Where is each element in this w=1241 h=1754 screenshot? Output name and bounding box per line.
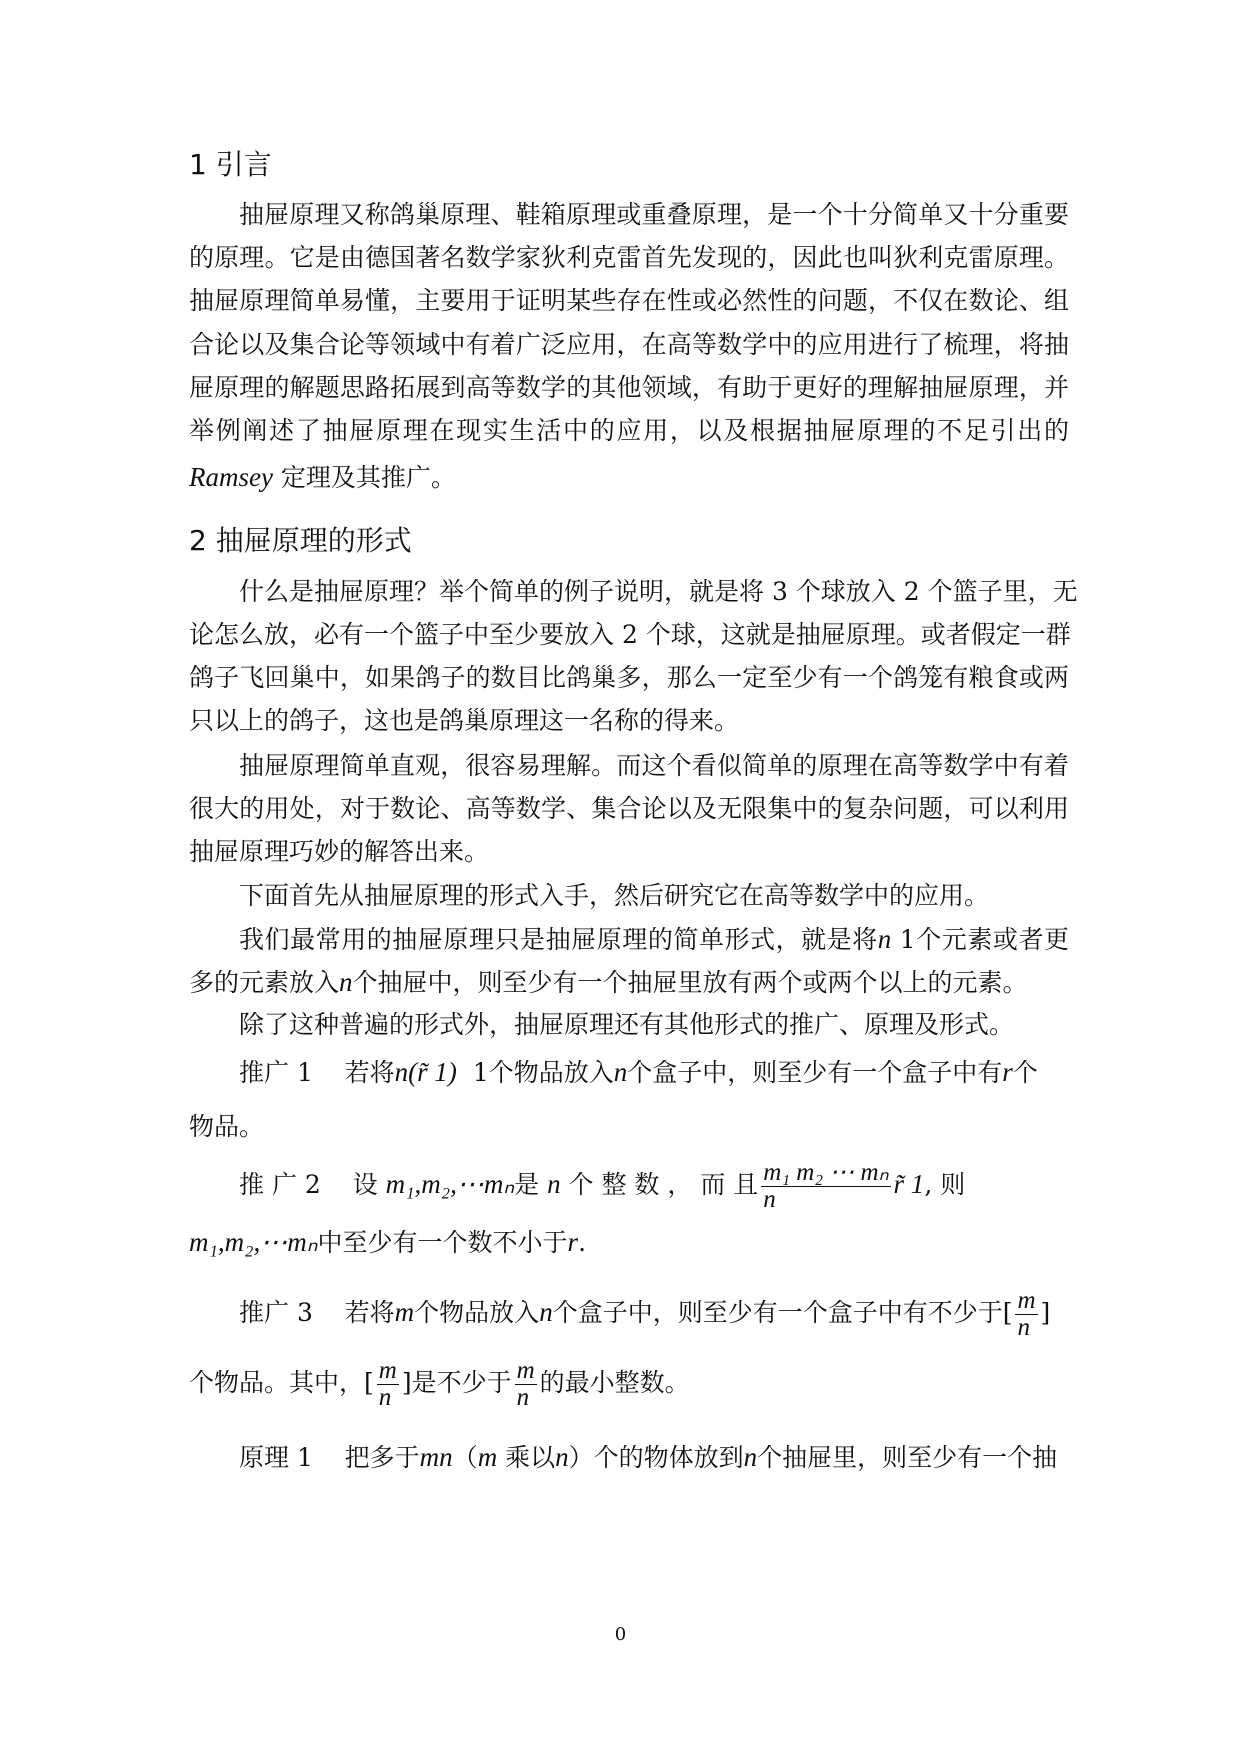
text-span: 是 [514, 1170, 540, 1199]
math-var: n [555, 1442, 569, 1472]
text-span: 个盒子中，则至少有一个盒子中有 [627, 1058, 1003, 1087]
math-var: n [339, 967, 353, 997]
math-var: m [477, 1442, 498, 1472]
math-var: mn [419, 1442, 453, 1472]
text-span: . [578, 1228, 587, 1257]
text-span: 若将 [344, 1298, 395, 1327]
math-var: m [394, 1297, 415, 1327]
paragraph-line: 抽屉原理又称鸽巢原理、鞋箱原理或重叠原理，是一个十分简单又十分重要 [239, 200, 1069, 229]
math-var: r [567, 1227, 579, 1257]
section-2-heading: 2 抽屉原理的形式 [189, 524, 412, 557]
math-var: n [877, 924, 892, 954]
text-span: 个抽屉中，则至少有一个抽屉里放有两个或两个以上的元素。 [352, 968, 1028, 997]
paragraph-line: 鸽子飞回巢中，如果鸽子的数目比鸽巢多，那么一定至少有一个鸽笼有粮食或两 [189, 663, 1069, 692]
paragraph-line [239, 922, 1069, 957]
text-span: ）个的物体放到 [568, 1443, 744, 1472]
text-span: 1个元素或者更 [891, 925, 1069, 954]
text-span: 我们最常用的抽屉原理只是抽屉原理的简单形式，就是将 [239, 925, 878, 954]
paragraph-line: 举例阐述了抽屉原理在现实生活中的应用，以及根据抽屉原理的不足引出的 [189, 416, 1069, 445]
text-span: ]是不少于 [401, 1368, 512, 1397]
corollary-label: 推广 1 [239, 1058, 313, 1087]
fraction [377, 1358, 399, 1411]
math-var: n [743, 1442, 758, 1472]
math-var: n [613, 1057, 628, 1087]
paragraph-line: 抽屉原理简单直观，很容易理解。而这个看似简单的原理在高等数学中有着 [239, 751, 1069, 780]
corollary-label: 推广 3 [239, 1298, 313, 1327]
text-span: 个 [1012, 1058, 1038, 1087]
text-span: 个抽屉里，则至少有一个抽 [757, 1443, 1058, 1472]
fraction-numerator: m [378, 1357, 397, 1384]
text-span: 设 [352, 1170, 378, 1199]
math-expr: m₁,m₂,⋯mₙ [385, 1169, 515, 1199]
paragraph-line [189, 1225, 1069, 1260]
text-span: 若将 [344, 1058, 395, 1087]
paragraph-line [189, 460, 1069, 495]
fraction [761, 1160, 890, 1213]
text-span: , 则 [924, 1170, 966, 1199]
text-span: 把多于 [344, 1443, 420, 1472]
paragraph-line [189, 965, 1069, 1000]
paragraph-line: 抽屉原理简单易懂，主要用于证明某些存在性或必然性的问题，不仅在数论、组 [189, 286, 1069, 315]
text-span: 个盒子中，则至少有一个盒子中有不少于[ [552, 1298, 1013, 1327]
paragraph-line: 下面首先从抽屉原理的形式入手，然后研究它在高等数学中的应用。 [239, 881, 990, 910]
math-expr: r̃ 1 [893, 1169, 925, 1199]
fraction-denominator: n [1017, 1314, 1030, 1341]
fraction-denominator: n [378, 1384, 392, 1411]
paragraph-line: 除了这种普遍的形式外，抽屉原理还有其他形式的推广、原理及形式。 [239, 1010, 1015, 1039]
text-span: 个物品放入 [414, 1298, 540, 1327]
fraction-numerator: m [1017, 1287, 1036, 1314]
math-var: n [547, 1169, 561, 1199]
paragraph-line: 抽屉原理巧妙的解答出来。 [189, 837, 490, 866]
text-span: 个 整 数 ， 而 且 [568, 1170, 759, 1199]
math-var: n [539, 1297, 553, 1327]
paragraph-line: 物品。 [189, 1112, 265, 1141]
math-expr: m₁,m₂,⋯mₙ [189, 1227, 318, 1257]
math-var: r [1002, 1057, 1013, 1087]
text-span: ] [1040, 1298, 1051, 1327]
paragraph-line: 很大的用处，对于数论、高等数学、集合论以及无限集中的复杂问题，可以利用 [189, 794, 1069, 823]
corollary-label: 推 广 2 [239, 1170, 321, 1199]
fraction-numerator: m₁ m₂ ⋯ mₙ [763, 1159, 889, 1186]
fraction [515, 1358, 537, 1411]
paragraph-line: 什么是抽屉原理？举个简单的例子说明，就是将 3 个球放入 2 个篮子里，无 [239, 577, 1078, 606]
text-span: 中至少有一个数不小于 [317, 1228, 568, 1257]
section-1-heading: 1 引言 [189, 148, 272, 181]
corollary-3 [239, 1288, 1069, 1341]
principle-label: 原理 1 [239, 1443, 313, 1472]
text-span: 的最小整数。 [539, 1368, 690, 1397]
paragraph-line: 只以上的鸽子，这也是鸽巢原理这一名称的得来。 [189, 706, 740, 735]
text-span: （ [452, 1443, 478, 1472]
paragraph-line: 合论以及集合论等领域中有着广泛应用，在高等数学中的应用进行了梳理，将抽 [189, 330, 1069, 359]
paragraph-line: 屉原理的解题思路拓展到高等数学的其他领域，有助于更好的理解抽屉原理，并 [189, 373, 1069, 402]
page-number: 0 [614, 1624, 627, 1645]
text-span: 多的元素放入 [189, 968, 340, 997]
math-expr: n(r̃ 1) [394, 1057, 457, 1087]
text-span: 乘以 [497, 1443, 556, 1472]
corollary-2 [239, 1160, 1069, 1213]
fraction [1015, 1288, 1037, 1341]
paragraph-line: 的原理。它是由德国著名数学家狄利克雷首先发现的，因此也叫狄利克雷原理。 [189, 243, 1069, 272]
corollary-1 [239, 1055, 1069, 1090]
paragraph-line [189, 1358, 1069, 1411]
text-span: 1个物品放入 [472, 1058, 614, 1087]
text-span: 个物品。其中，[ [189, 1368, 374, 1397]
fraction-numerator: m [516, 1357, 535, 1384]
text-span: 定理及其推广。 [272, 463, 456, 492]
fraction-denominator: n [763, 1186, 776, 1213]
ramsey-term: Ramsey [189, 462, 273, 492]
fraction-denominator: n [516, 1384, 530, 1411]
principle-1 [239, 1440, 1069, 1475]
paragraph-line: 论怎么放，必有一个篮子中至少要放入 2 个球，这就是抽屉原理。或者假定一群 [189, 620, 1071, 649]
